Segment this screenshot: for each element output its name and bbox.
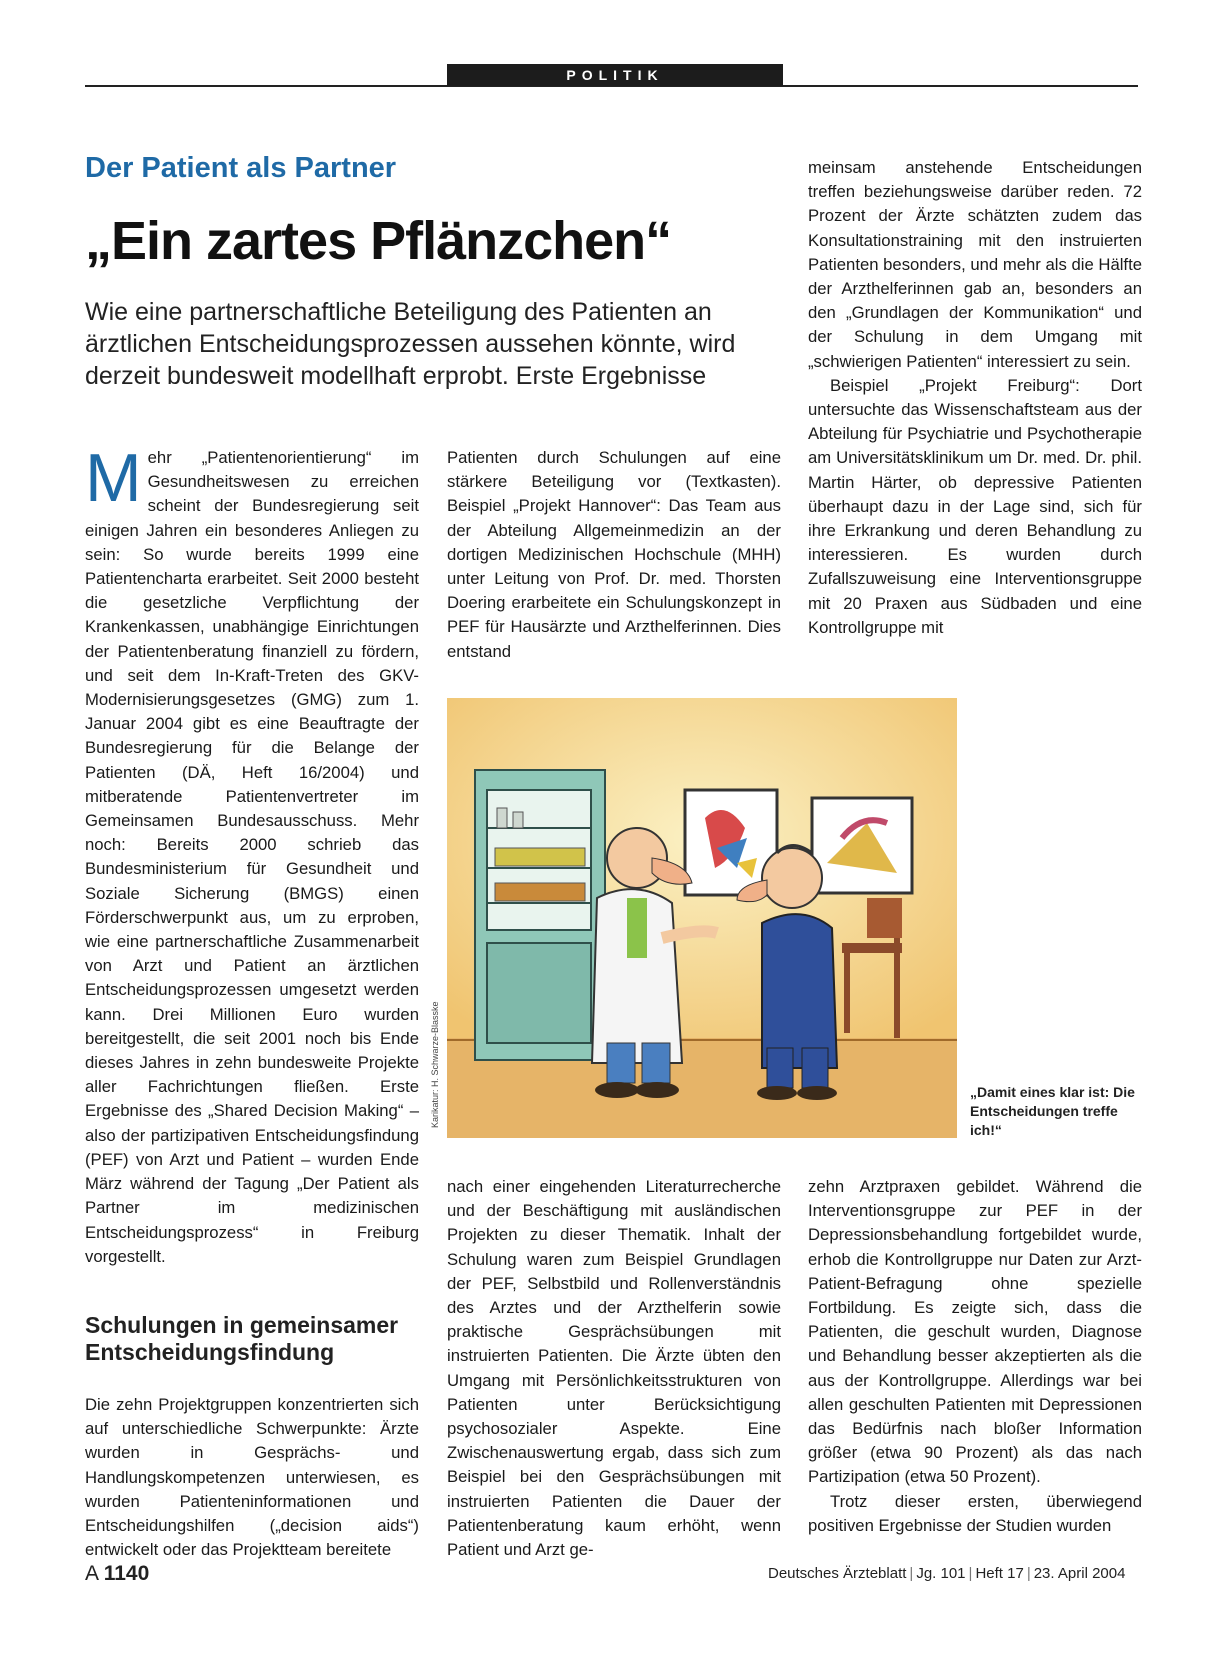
paragraph: ehr „Patientenorientierung“ im Gesundheitswesen zu erreichen scheint der Bundesregierung seit einigen Jahren ein besonderes Anliegen zu sein: So wurde bereits 1999 eine Patientencharta erarbeitet. Seit 2000 besteht die gesetzliche Verpflichtung der Krankenkassen, unabhängige Einrichtungen der Patientenberatung finanziell zu fördern, und seit dem In-Kraft-Treten des GKV-Modernisierungsgesetzes (GMG) zum 1. Januar 2004 gibt es eine Beauftragte der Bundesregierung für die Belange der Patienten (DÄ, Heft 16/2004) und mitberatende Patientenvertreter im Gemeinsamen Bundesausschuss. Mehr noch: Bereits 2000 schrieb das Bundesministerium für Gesundheit und Soziale Sicherung (BMGS) einen Förderschwerpunkt aus, um zu erproben, wie eine partnerschaftliche Zusammenarbeit von Arzt und Patient an ärztlichen Entscheidungsprozessen umgesetzt werden kann. Drei Millionen Euro wurden bereitgestellt, die seit 2001 noch bis Ende dieses Jahres in zehn bundesweite Projekte aller Fachrichtungen fließen. Erste Ergebnisse des „Shared Decision Making“ – also der partizipativen Entscheidungsfindung (PEF) von Arzt und Patient – wurden Ende März während der Tagung „Der Patient als Partner im medizinischen Entscheidungsprozess“ in Freiburg vorgestellt. (85, 448, 419, 1266)
section-label: POLITIK (447, 64, 783, 86)
body-column-3-continued (808, 1175, 1142, 1538)
page-number-value: 1140 (103, 1562, 150, 1585)
journal-date: 23. April 2004 (1033, 1565, 1126, 1582)
body-column-1 (85, 440, 419, 1269)
article-kicker: Der Patient als Partner (85, 152, 397, 184)
illustration-credit: Karikatur: H. Schwarze-Blasske (430, 1001, 440, 1128)
paragraph: meinsam anstehende Entscheidungen treffen beziehungsweise darüber reden. 72 Prozent der Ärzte schätzten zudem das Konsultationstraining mit den instruierten Patienten besonders, und mehr als die Hälfte der Arzthelferinnen gab an, besonders an den „Grundlagen der Kommunikation“ und der Schulung in dem Umgang mit „schwierigen Patienten“ interessiert zu sein. (808, 158, 1142, 371)
journal-info: Deutsches Ärzteblatt | Jg. 101 | Heft 17 | 23. April 2004 (768, 1565, 1126, 1582)
paragraph: Patienten durch Schulungen auf eine stärkere Beteiligung vor (Textkasten). Beispiel „Projekt Hannover“: Das Team aus der Abteilung Allgemeinmedizin an der dortigen Medizinischen Hochschule (MHH) unter Leitung von Prof. Dr. med. Thorsten Doering erarbeitete ein Schulungskonzept in PEF für Hausärzte und Arzthelferinnen. Dies entstand (447, 448, 781, 661)
medicine-cabinet (475, 770, 605, 1060)
body-column-2-continued (447, 1175, 781, 1562)
article-deck: Wie eine partnerschaftliche Beteiligung des Patienten an ärztlichen Entscheidungsprozessen aussehen könnte, wird derzeit bundesweit modellhaft erprobt. Erste Ergebnisse (85, 298, 736, 390)
paragraph: nach einer eingehenden Literaturrecherche und der Beschäftigung mit ausländischen Projekten zu dieser Thematik. Inhalt der Schulung waren zum Beispiel Grundlagen der PEF, Selbstbild und Rollenverständnis des Arztes und der Arzthelferin sowie praktische Gesprächsübungen mit instruierten Patienten. Die Ärzte übten den Umgang mit Persönlichkeitsstrukturen von Patienten unter Berücksichtigung psychosozialer Aspekte. Eine Zwischenauswertung ergab, dass sich zum Beispiel bei den Gesprächsübungen mit instruierten Patienten die Dauer der Patientenberatung kaum erhöht, wenn Patient und Arzt ge- (447, 1177, 781, 1560)
body-column-2 (447, 446, 781, 664)
illustration-caption: „Damit eines klar ist: Die Entscheidungen treffe ich!“ (970, 1084, 1135, 1138)
page-number (85, 1562, 149, 1586)
article-headline: „Ein zartes Pflänzchen“ (85, 211, 672, 271)
journal-volume: Jg. 101 (916, 1565, 966, 1582)
drop-cap: M (85, 440, 142, 516)
journal-issue: Heft 17 (975, 1565, 1024, 1582)
body-column-3 (808, 156, 1142, 640)
paragraph: Die zehn Projektgruppen konzentrierten sich auf unterschiedliche Schwerpunkte: Ärzte wurden in Gesprächs- und Handlungskompetenzen unterwiesen, es wurden Patienteninformationen und Entscheidungshilfen („decision aids“) entwickelt oder das Projektteam bereitete (85, 1395, 419, 1560)
cartoon-illustration (447, 698, 957, 1138)
subheading: Schulungen in gemeinsamer Entscheidungsfindung (85, 1312, 399, 1365)
journal-name: Deutsches Ärzteblatt (768, 1565, 907, 1582)
body-column-1-continued (85, 1393, 419, 1562)
paragraph: Trotz dieser ersten, überwiegend positiven Ergebnisse der Studien wurden (808, 1491, 1142, 1535)
paragraph: Beispiel „Projekt Freiburg“: Dort untersuchte das Wissenschaftsteam aus der Abteilung für Psychiatrie und Psychotherapie am Universitätsklinikum um Dr. med. Dr. phil. Martin Härter, ob depressive Patienten überhaupt dazu in der Lage sind, sich für ihre Erkrankung und deren Behandlung zu interessieren. Es wurden durch Zufallszuweisung eine Interventionsgruppe mit 20 Praxen aus Südbaden und eine Kontrollgruppe mit (808, 375, 1142, 637)
page-prefix: A (85, 1562, 98, 1585)
paragraph: zehn Arztpraxen gebildet. Während die Interventionsgruppe zur PEF in der Depressionsbehandlung fortgebildet wurde, erhob die Kontrollgruppe nur Daten zur Arzt-Patient-Befragung ohne spezielle Fortbildung. Es zeigte sich, dass die Patienten, die geschult wurden, Diagnose und Behandlung besser akzeptierten als die aus der Kontrollgruppe. Allerdings war bei allen geschulten Patienten mit Depressionen das Bedürfnis nach bloßer Information größer (etwa 90 Prozent) als das nach Partizipation (etwa 50 Prozent). (808, 1177, 1142, 1487)
wall-painting-2 (812, 798, 912, 893)
